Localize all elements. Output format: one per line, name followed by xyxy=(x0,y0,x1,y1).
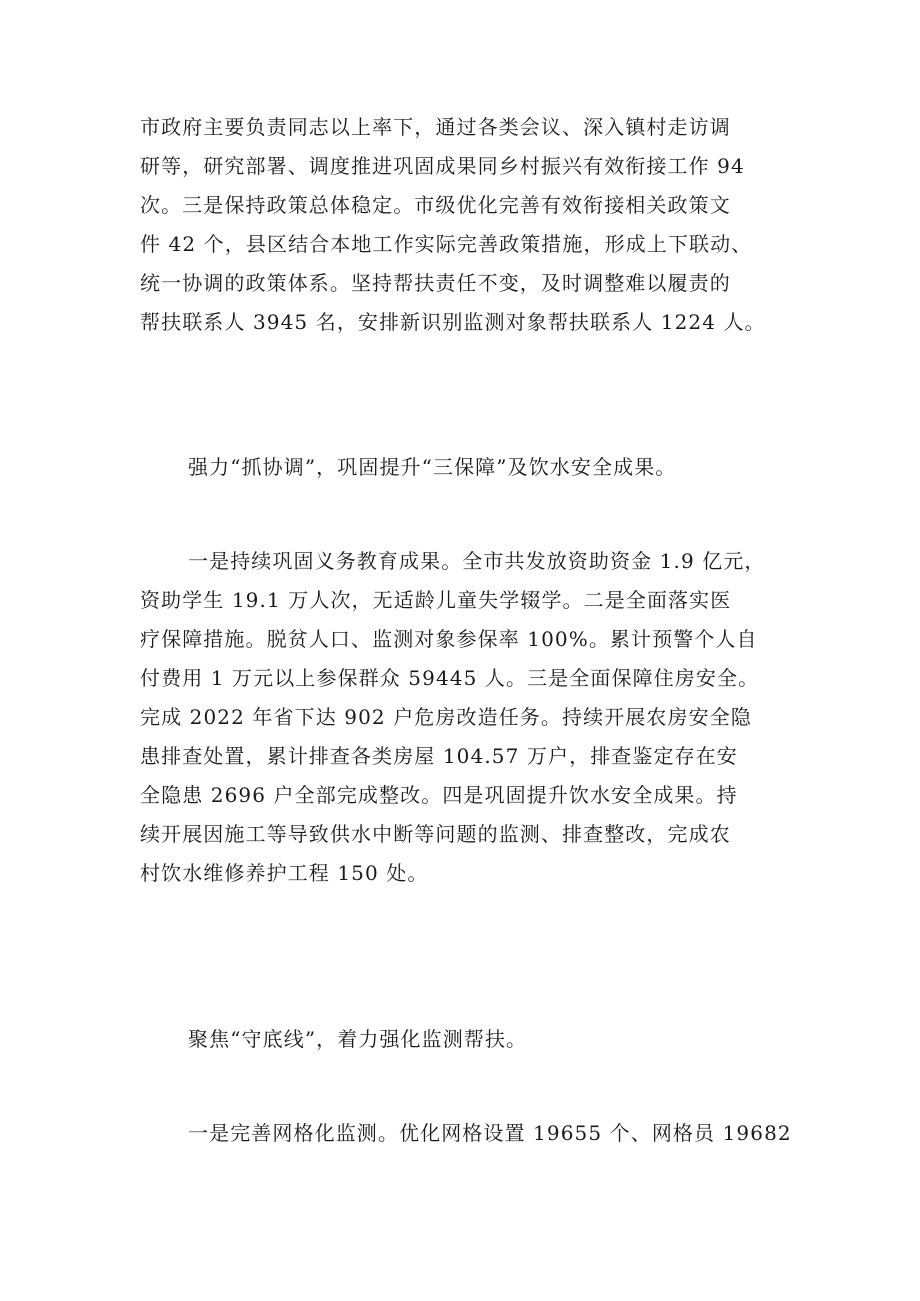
text-line: 帮扶联系人 3945 名，安排新识别监测对象帮扶联系人 1224 人。 xyxy=(140,310,766,334)
text-line: 续开展因施工等导致供水中断等问题的监测、排查整改，完成农 xyxy=(140,822,731,846)
text-line: 资助学生 19.1 万人次，无适龄儿童失学辍学。二是全面落实医 xyxy=(140,588,732,612)
section-heading: 强力“抓协调”，巩固提升“三保障”及饮水安全成果。 xyxy=(188,455,677,479)
section-heading-three-guarantees xyxy=(140,448,790,487)
paragraph-coordination xyxy=(140,108,790,342)
text-line: 统一协调的政策体系。坚持帮扶责任不变，及时调整难以履责的 xyxy=(140,271,731,295)
paragraph-monitoring xyxy=(140,1114,790,1153)
section-heading-bottom-line xyxy=(140,1020,790,1059)
text-line: 件 42 个，县区结合本地工作实际完善政策措施，形成上下联动、 xyxy=(140,232,753,256)
text-line: 疗保障措施。脱贫人口、监测对象参保率 100%。累计预警个人自 xyxy=(140,627,758,651)
paragraph-guarantees xyxy=(140,542,790,893)
text-line: 一是持续巩固义务教育成果。全市共发放资助资金 1.9 亿元， xyxy=(188,549,766,573)
text-line: 付费用 1 万元以上参保群众 59445 人。三是全面保障住房安全。 xyxy=(140,666,760,690)
text-line: 次。三是保持政策总体稳定。市级优化完善有效衔接相关政策文 xyxy=(140,193,731,217)
text-line: 患排查处置，累计排查各类房屋 104.57 万户，排查鉴定存在安 xyxy=(140,744,738,768)
text-line: 市政府主要负责同志以上率下，通过各类会议、深入镇村走访调 xyxy=(140,115,731,139)
text-line: 村饮水维修养护工程 150 处。 xyxy=(140,861,429,885)
text-line: 完成 2022 年省下达 902 户危房改造任务。持续开展农房安全隐 xyxy=(140,705,752,729)
text-line: 全隐患 2696 户全部完成整改。四是巩固提升饮水安全成果。持 xyxy=(140,783,738,807)
text-line: 研等，研究部署、调度推进巩固成果同乡村振兴有效衔接工作 94 xyxy=(140,154,745,178)
text-line: 一是完善网格化监测。优化网格设置 19655 个、网格员 19682 xyxy=(188,1121,792,1145)
section-heading: 聚焦“守底线”，着力强化监测帮扶。 xyxy=(188,1027,528,1051)
